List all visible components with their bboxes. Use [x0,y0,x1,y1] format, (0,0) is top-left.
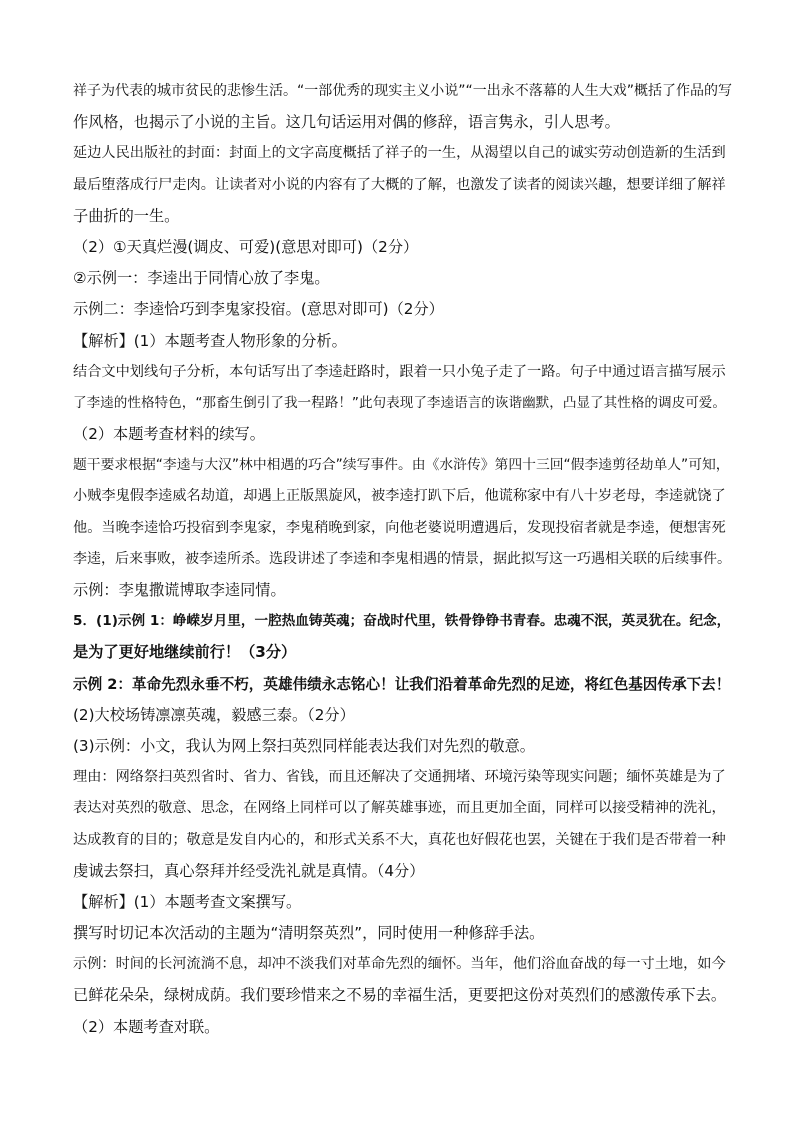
text-line: 示例二：李逵恰巧到李鬼家投宿。(意思对即可)（2分） [73,300,444,319]
text-line: ②示例一：李逵出于同情心放了李鬼。 [73,269,330,288]
text-line: 题干要求根据“李逵与大汉”林中相遇的巧合”续写事件。由《水浒传》第四十三回“假李逵剪径劫单人”可知， [73,457,730,474]
text-line: 理由：网络祭扫英烈省时、省力、省钱，而且还解决了交通拥堵、环境污染等现实问题；缅怀英雄是为了 [73,769,726,786]
text-line: 延边人民出版社的封面：封面上的文字高度概括了祥子的一生，从渴望以自己的诚实劳动创造新的生活到 [73,145,726,162]
text-line: 示例：时间的长河流淌不息，却冲不淡我们对革命先烈的缅怀。当年，他们浴血奋战的每一寸土地，如今 [73,956,726,973]
text-line: 撰写时切记本次活动的主题为“清明祭英烈”，同时使用一种修辞手法。 [73,924,545,943]
text-line: 他。当晚李逵恰巧投宿到李鬼家，李鬼稍晚到家，向他老婆说明遭遇后，发现投宿者就是李逵，便想害死 [73,519,726,536]
text-line: 李逵，后来事败，被李逵所杀。选段讲述了李逵和李鬼相遇的情景，据此拟写这一巧遇相关联的后续事件。 [73,550,731,567]
text-line: 子曲折的一生。 [73,206,180,225]
text-line: 虔诚去祭扫，真心祭拜并经受洗礼就是真情。（4分） [73,861,425,880]
text-line: 小贼李鬼假李逵威名劫道，却遇上正版黑旋风，被李逵打趴下后，他谎称家中有八十岁老母，李逵就饶了 [73,488,726,505]
text-line: 作风格，也揭示了小说的主旨。这几句话运用对偶的修辞，语言隽永，引人思考。 [73,113,620,132]
text-line: 达成教育的目的；敬意是发自内心的，和形式关系不大，真花也好假花也罢，关键在于我们是否带着一种 [73,831,726,848]
text-line: 祥子为代表的城市贫民的悲惨生活。“一部优秀的现实主义小说”“一出永不落幕的人生大戏”概括了作品的写 [73,83,733,99]
text-line: （2）本题考查对联。 [73,1017,220,1036]
text-line: 示例 2：革命先烈永垂不朽，英雄伟绩永志铭心！让我们沿着革命先烈的足迹，将红色基因传承下去！ [73,675,731,693]
text-line: 示例：李鬼撒谎博取李逵同情。 [73,581,286,599]
text-line: 已鲜花朵朵，绿树成荫。我们要珍惜来之不易的幸福生活，更要把这份对英烈们的感激传承下去。 [73,986,727,1005]
text-line: 结合文中划线句子分析，本句话写出了李逵赶路时，跟着一只小兔子走了一路。句子中通过语言描写展示 [73,363,726,380]
text-line: （2）①天真烂漫(调皮、可爱)(意思对即可)（2分） [73,237,419,256]
text-line: 是为了更好地继续前行！（3分） [73,643,297,662]
text-line: 最后堕落成行尸走肉。让读者对小说的内容有了大概的了解，也激发了读者的阅读兴趣，想要详细了解祥 [73,176,726,193]
text-line: （2）本题考查材料的续写。 [73,425,265,444]
text-line: 表达对英烈的敬意、思念，在网络上同样可以了解英雄事迹，而且更加全面，同样可以接受精神的洗礼， [73,800,726,817]
analysis-heading: 【解析】(1）本题考查文案撰写。 [73,892,302,911]
analysis-heading: 【解析】(1）本题考查人物形象的分析。 [73,331,347,350]
answer-text-block [73,76,733,1043]
text-line: 了李逵的性格特色，“那畜生倒引了我一程路！”此句表现了李逵语言的诙谐幽默，凸显了其性格的调皮可爱。 [73,394,726,411]
text-line: (2)大校场铸凛凛英魂，毅感三泰。（2分） [73,705,355,724]
text-line: (3)示例：小文，我认为网上祭扫英烈同样能表达我们对先烈的敬意。 [73,736,535,755]
question-5-answer: 5．(1)示例 1：峥嵘岁月里，一腔热血铸英魂；奋战时代里，铁骨铮铮书青春。忠魂不泯，英灵犹在。纪念， [73,613,731,630]
